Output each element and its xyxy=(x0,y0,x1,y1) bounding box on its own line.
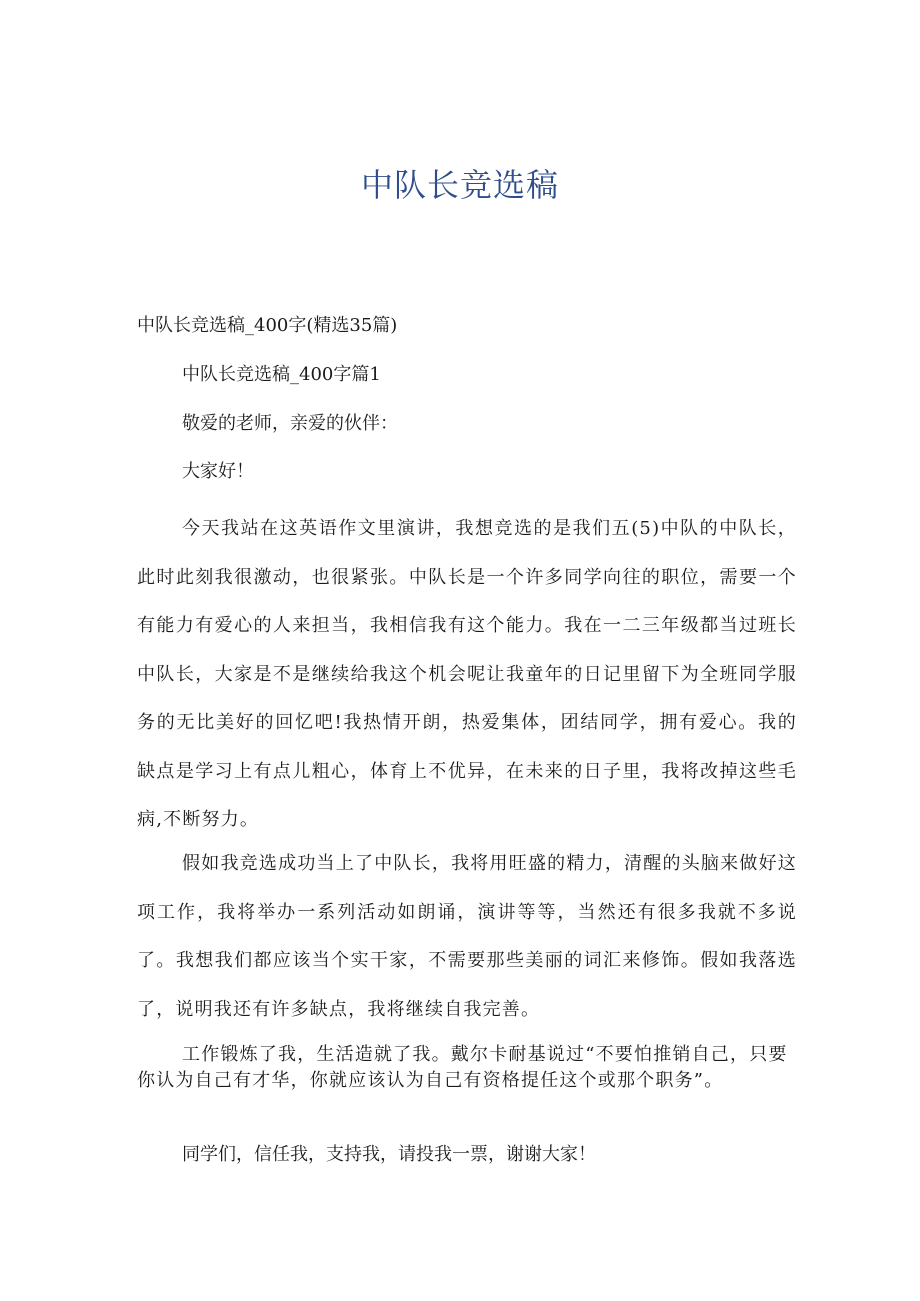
greeting-line: 敬爱的老师，亲爱的伙伴： xyxy=(182,413,398,434)
closing-line: 同学们，信任我，支持我，请投我一票，谢谢大家！ xyxy=(182,1144,596,1165)
document-subtitle: 中队长竞选稿_400字(精选35篇) xyxy=(137,315,398,336)
hello-line: 大家好！ xyxy=(182,461,254,482)
paragraph-1: 今天我站在这英语作文里演讲，我想竞选的是我们五(5)中队的中队长，此时此刻我很激动，也很紧张。中队长是一个许多同学向往的职位，需要一个有能力有爱心的人来担当，我相信我有这个能力。我在一二三年级都当过班长中队长，大家是不是继续给我这个机会呢让我童年的日记里留下为全班同学服务的无比美好的回忆吧!我热情开朗，热爱集体，团结同学，拥有爱心。我的缺点是学习上有点儿粗心，体育上不优异，在未来的日子里，我将改掉这些毛病,不断努力。 xyxy=(137,518,797,830)
section-heading: 中队长竞选稿_400字篇1 xyxy=(182,364,381,385)
paragraph-2: 假如我竞选成功当上了中队长，我将用旺盛的精力，清醒的头脑来做好这项工作，我将举办一系列活动如朗诵，演讲等等，当然还有很多我就不多说了。我想我们都应该当个实干家，不需要那些美丽的词汇来修饰。假如我落选了，说明我还有许多缺点，我将继续自我完善。 xyxy=(137,853,797,1020)
paragraph-3: 工作锻炼了我，生活造就了我。戴尔卡耐基说过“不要怕推销自己，只要你认为自己有才华，你就应该认为自己有资格提任这个或那个职务”。 xyxy=(137,1044,788,1091)
document-title: 中队长竞选稿 xyxy=(360,166,559,204)
